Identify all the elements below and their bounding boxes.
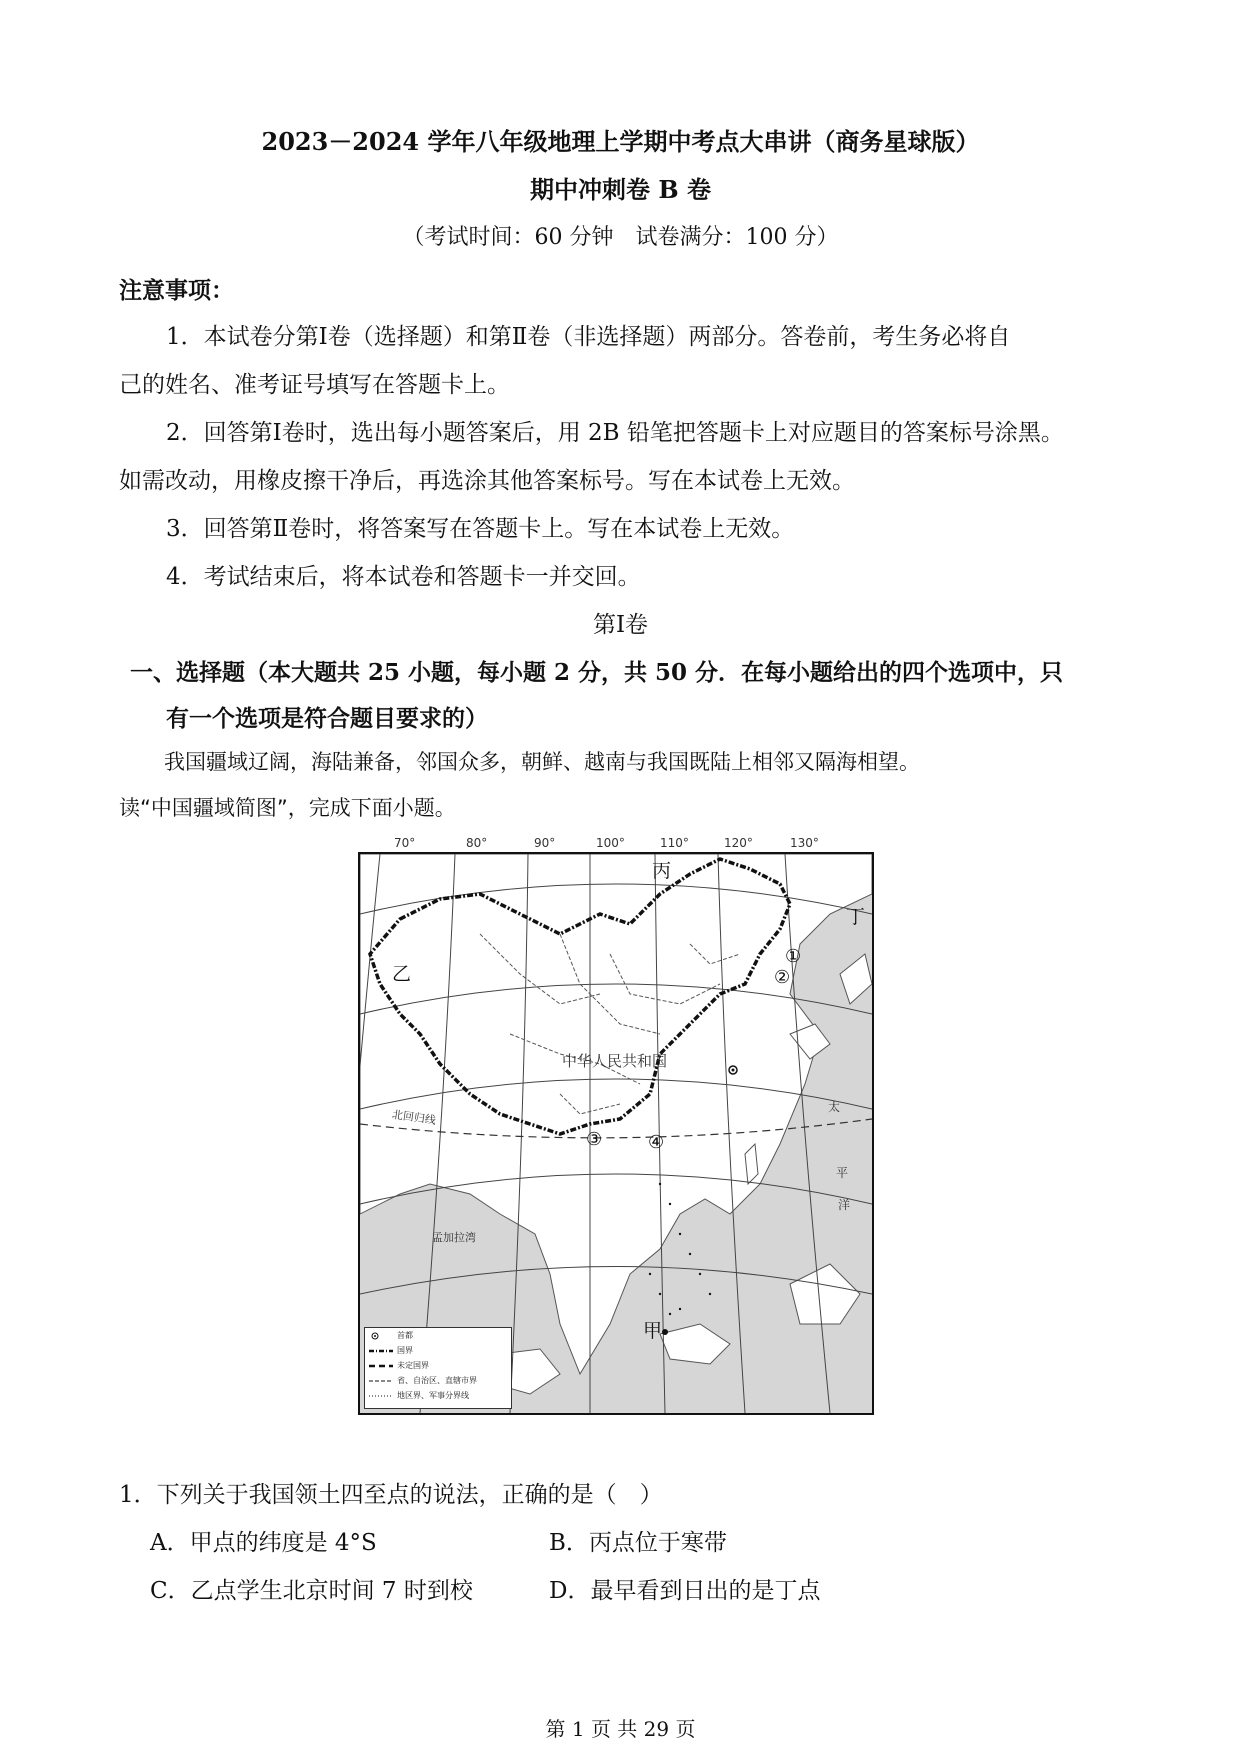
circled-4: ④ bbox=[648, 1132, 665, 1153]
note-item-4: 4．考试结束后，将本试卷和答题卡一并交回。 bbox=[166, 564, 641, 590]
point-jia: 甲 bbox=[643, 1320, 663, 1342]
ocean-char-3: 洋 bbox=[838, 1198, 851, 1212]
exam-info: （考试时间：60 分钟 试卷满分：100 分） bbox=[402, 225, 839, 250]
ocean-char-2: 平 bbox=[836, 1166, 849, 1180]
intro-text-2: 读“中国疆域简图”，完成下面小题。 bbox=[119, 796, 456, 820]
section-heading: 一、选择题（本大题共 25 小题，每小题 2 分，共 50 分．在每小题给出的四个选项中，只 bbox=[130, 659, 1064, 686]
legend-label-undefined-border: 未定国界 bbox=[397, 1361, 429, 1370]
note-item-3: 3．回答第Ⅱ卷时，将答案写在答题卡上。写在本试卷上无效。 bbox=[166, 516, 795, 542]
document-title: 2023－2024 学年八年级地理上学期中考点大串讲（商务星球版） bbox=[261, 127, 980, 156]
province-border-icon bbox=[369, 1377, 393, 1385]
volume-label: 第Ⅰ卷 bbox=[592, 612, 649, 638]
legend-label-region-border: 地区界、军事分界线 bbox=[397, 1391, 469, 1400]
lon-label-110: 110° bbox=[660, 836, 689, 850]
circled-3: ③ bbox=[586, 1129, 603, 1150]
intro-text: 我国疆域辽阔，海陆兼备，邻国众多，朝鲜、越南与我国既陆上相邻又隔海相望。 bbox=[164, 750, 920, 774]
legend-region-border bbox=[365, 1388, 511, 1403]
map-legend bbox=[364, 1327, 512, 1409]
point-yi: 乙 bbox=[392, 963, 412, 985]
note-item-1: 1．本试卷分第Ⅰ卷（选择题）和第Ⅱ卷（非选择题）两部分。答卷前，考生务必将自 bbox=[166, 324, 1011, 350]
legend-undefined-border bbox=[365, 1358, 511, 1373]
region-border-icon bbox=[369, 1392, 393, 1400]
legend-border bbox=[365, 1343, 511, 1358]
circled-1: ① bbox=[785, 946, 802, 967]
question-1-stem: 1．下列关于我国领土四至点的说法，正确的是（ ） bbox=[119, 1482, 663, 1508]
country-label: 中华人民共和国 bbox=[562, 1052, 668, 1070]
question-1-option-a[interactable]: A．甲点的纬度是 4°S bbox=[150, 1530, 377, 1556]
page-footer: 第 1 页 共 29 页 bbox=[545, 1717, 696, 1741]
bay-label: 孟加拉湾 bbox=[432, 1231, 476, 1244]
lon-label-120: 120° bbox=[724, 836, 753, 850]
china-territory-map bbox=[358, 852, 874, 1415]
circled-2: ② bbox=[774, 967, 791, 988]
undefined-border-icon bbox=[369, 1362, 393, 1370]
border-icon bbox=[369, 1347, 393, 1355]
point-ding: 丁 bbox=[846, 906, 866, 928]
lon-label-80: 80° bbox=[466, 836, 488, 850]
note-item-1-cont: 己的姓名、准考证号填写在答题卡上。 bbox=[119, 372, 510, 398]
point-bing: 丙 bbox=[652, 860, 672, 882]
ocean-char-1: 太 bbox=[828, 1100, 841, 1114]
capital-icon bbox=[369, 1332, 393, 1340]
legend-capital bbox=[365, 1328, 511, 1343]
question-1-option-b[interactable]: B．丙点位于寒带 bbox=[549, 1530, 727, 1556]
lon-label-100: 100° bbox=[596, 836, 625, 850]
section-heading-cont: 有一个选项是符合题目要求的） bbox=[166, 705, 488, 732]
question-1-option-d[interactable]: D．最早看到日出的是丁点 bbox=[549, 1578, 821, 1604]
legend-province-border bbox=[365, 1373, 511, 1388]
legend-label-border: 国界 bbox=[397, 1346, 413, 1355]
notes-heading: 注意事项： bbox=[119, 277, 234, 304]
note-item-2: 2．回答第Ⅰ卷时，选出每小题答案后，用 2B 铅笔把答题卡上对应题目的答案标号涂黑。 bbox=[166, 420, 1064, 446]
lon-label-90: 90° bbox=[534, 836, 556, 850]
question-1-option-c[interactable]: C．乙点学生北京时间 7 时到校 bbox=[150, 1578, 473, 1604]
lon-label-70: 70° bbox=[394, 836, 416, 850]
legend-label-capital: 首都 bbox=[397, 1331, 413, 1340]
legend-label-province-border: 省、自治区、直辖市界 bbox=[397, 1376, 477, 1385]
lon-label-130: 130° bbox=[790, 836, 819, 850]
document-subtitle: 期中冲刺卷 B 卷 bbox=[530, 175, 711, 204]
note-item-2-cont: 如需改动，用橡皮擦干净后，再选涂其他答案标号。写在本试卷上无效。 bbox=[119, 468, 855, 494]
tropic-label: 北回归线 bbox=[391, 1107, 437, 1127]
